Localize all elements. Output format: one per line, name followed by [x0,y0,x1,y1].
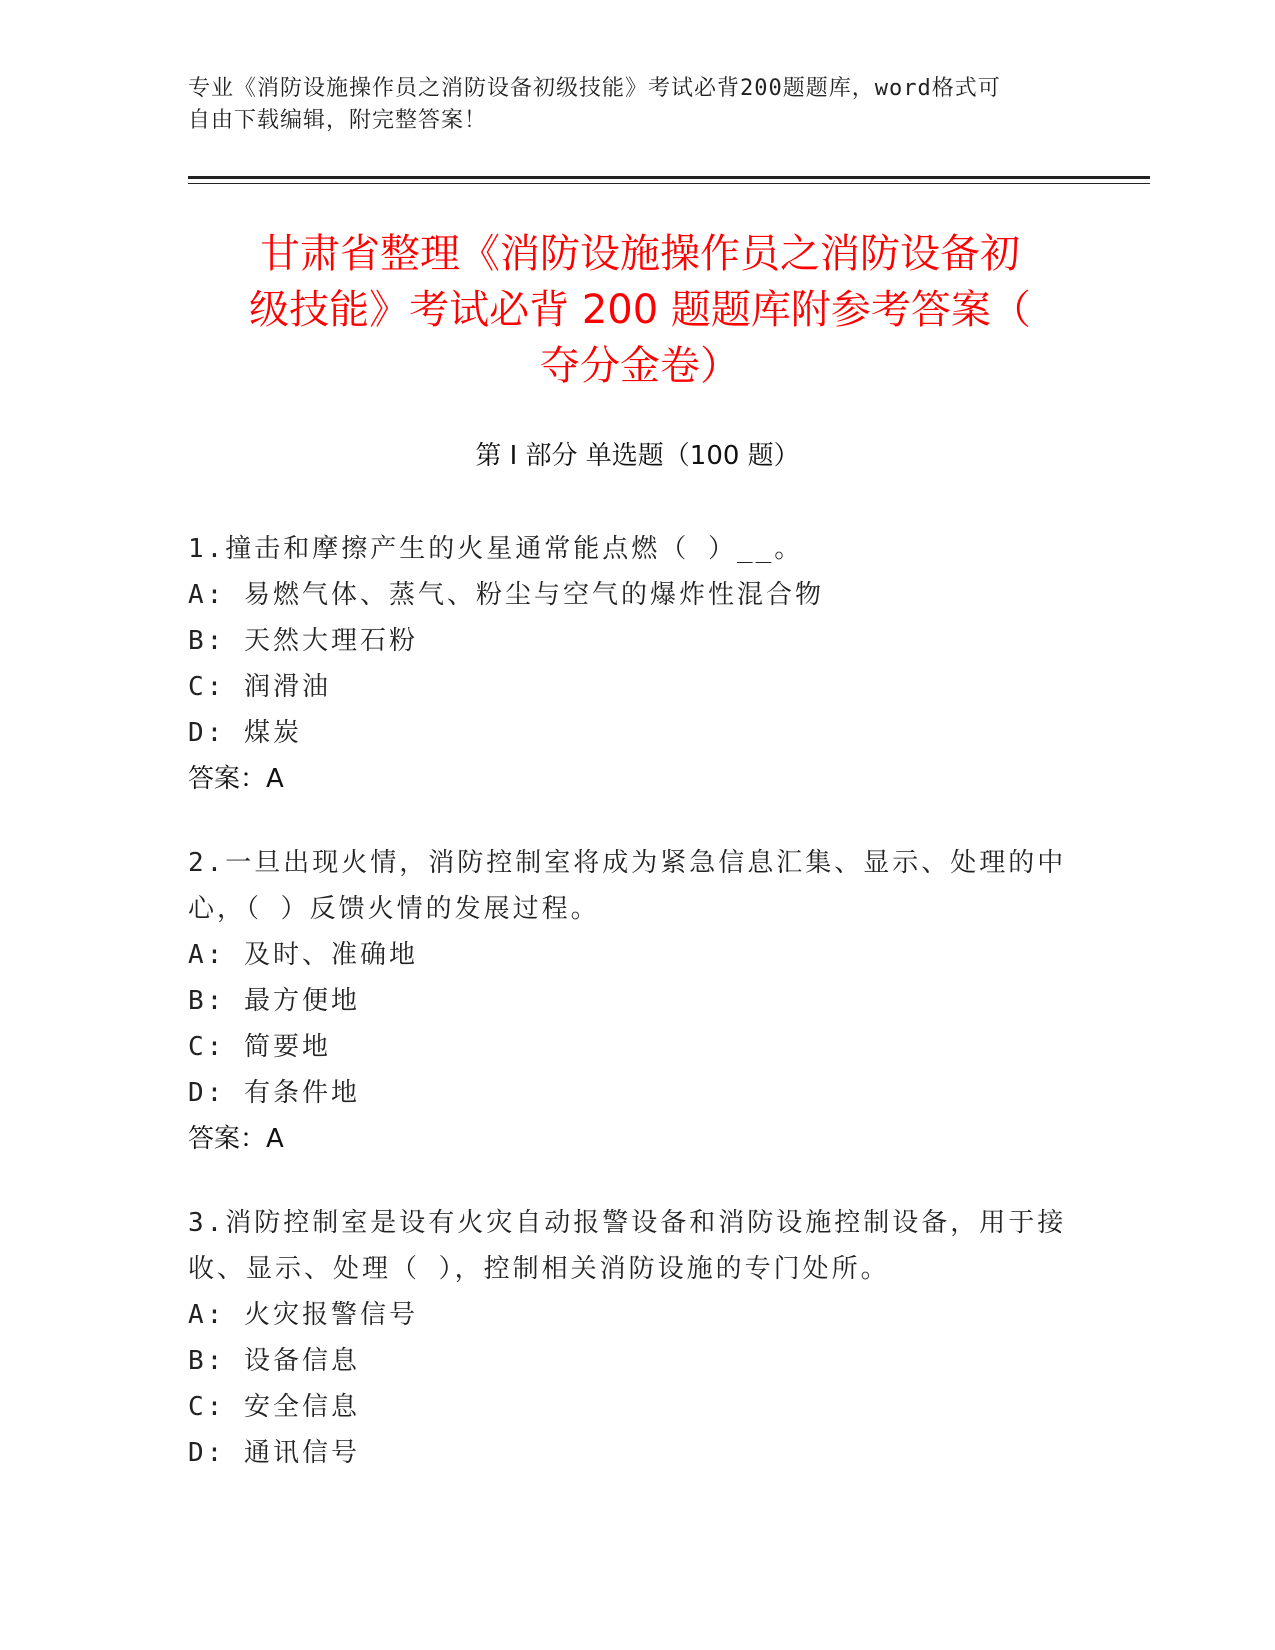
option-c: C: 简要地 [188,1032,331,1062]
question-stem-continued: 心，（ ）反馈火情的发展过程。 [188,894,600,924]
question-stem: 1.撞击和摩擦产生的火星通常能点燃（ ）__。 [188,534,804,564]
header-note [188,73,1088,137]
header-divider-thin [188,183,1150,184]
document-title [180,226,1100,394]
option-b: B: 最方便地 [188,986,360,1016]
header-note-line-2: 自由下载编辑，附完整答案！ [188,108,488,133]
option-a: A: 及时、准确地 [188,940,418,970]
question-stem: 3.消防控制室是设有火灾自动报警设备和消防设施控制设备，用于接 [188,1208,1067,1238]
question-1 [188,526,1088,802]
title-line-2: 级技能》考试必背 200 题题库附参考答案（ [249,287,1031,333]
question-stem-continued: 收、显示、处理（ ），控制相关消防设施的专门处所。 [188,1254,890,1284]
question-list [188,526,1088,1514]
title-line-1: 甘肃省整理《消防设施操作员之消防设备初 [260,231,1020,277]
question-stem: 2.一旦出现火情，消防控制室将成为紧急信息汇集、显示、处理的中 [188,848,1067,878]
option-d: D: 通讯信号 [188,1438,360,1468]
option-c: C: 润滑油 [188,672,331,702]
section-heading: 第 I 部分 单选题（100 题） [475,441,800,471]
option-b: B: 设备信息 [188,1346,360,1376]
question-2 [188,840,1088,1162]
option-a: A: 火灾报警信号 [188,1300,418,1330]
header-divider-thick [188,176,1150,179]
option-c: C: 安全信息 [188,1392,360,1422]
option-b: B: 天然大理石粉 [188,626,418,656]
title-line-3: 夺分金卷） [540,343,740,389]
header-note-line-1: 专业《消防设施操作员之消防设备初级技能》考试必背200题题库，word格式可 [188,76,1001,101]
option-d: D: 煤炭 [188,718,302,748]
answer: 答案：A [188,764,284,794]
question-3 [188,1200,1088,1476]
answer: 答案：A [188,1124,284,1154]
option-d: D: 有条件地 [188,1078,360,1108]
option-a: A: 易燃气体、蒸气、粉尘与空气的爆炸性混合物 [188,580,824,610]
